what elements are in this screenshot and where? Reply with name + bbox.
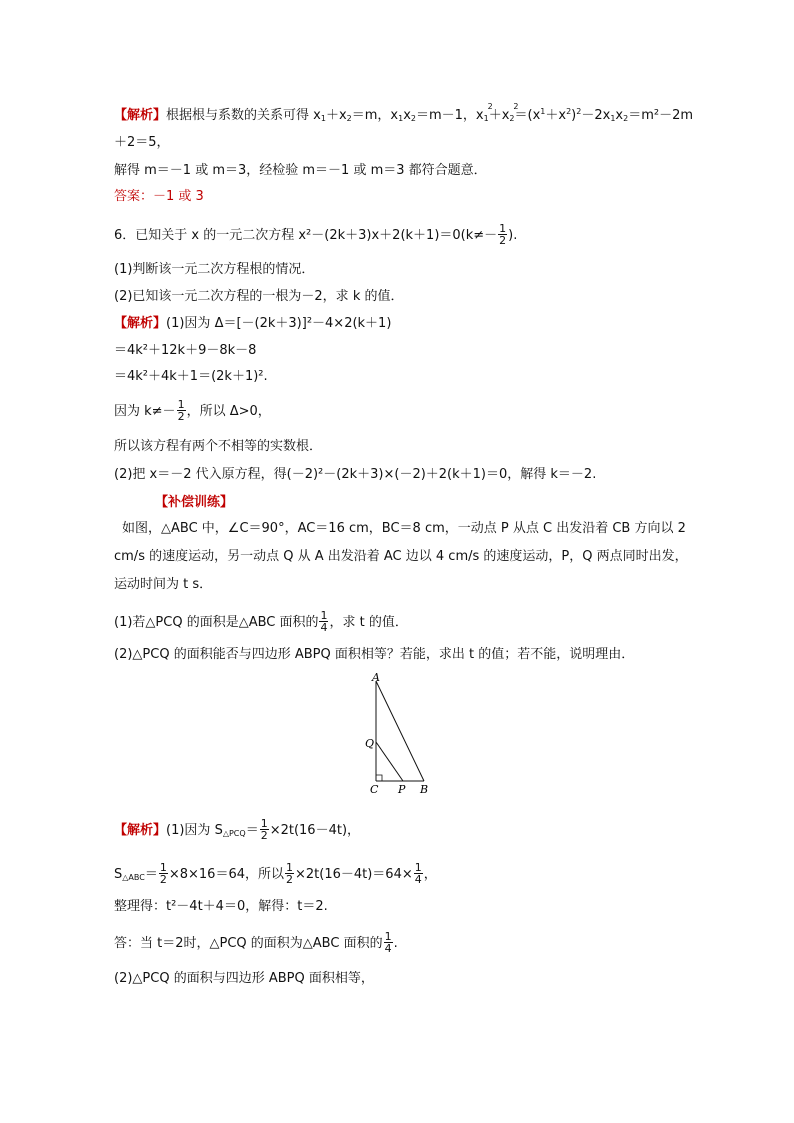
solution-line-3: 整理得：t²－4t＋4＝0，解得：t＝2. [114,899,328,914]
triangle-figure [360,672,440,796]
q6-part-1: (1)判断该一元二次方程根的情况． [114,262,315,277]
supp-question-2: (2)△PCQ 的面积能否与四边形 ABPQ 面积相等？若能，求出 t 的值；若不能，说明理由． [114,647,635,662]
label-q: Q [365,737,375,750]
q6-answer-line-4: 因为 k≠－ $\frac{1}{2}$ ，所以 Δ>0， [114,398,271,423]
fraction: $\frac{1}{4}$ [384,930,392,955]
solution-line-2: $S_{\triangle ABC}=$ $\frac{1}{2}$ ×8×16＝64，所以 $\frac{1}{2}$ ×2t(16－4t)＝64× $\frac{1}{4}$ ， [114,861,437,886]
q6-answer-line-2: ＝4k²＋12k＋9－8k－8 [114,343,257,358]
q6-answer-line-6: (2)把 x＝－2 代入原方程，得(－2)²－(2k＋3)×(－2)＋2(k＋1)＝0，解得 k＝－2. [114,467,597,482]
top-answer: 答案：－1 或 3 [114,189,204,204]
fraction: $\frac{1}{4}$ [320,609,328,634]
label-a: A [372,672,380,684]
fraction: $\frac{1}{2}$ [159,861,167,886]
solution-line-5: (2)△PCQ 的面积与四边形 ABPQ 面积相等， [114,971,374,986]
q6-answer-line-1: 【解析】(1)因为 Δ＝[－(2k＋3)]²－4×2(k＋1) [114,316,392,331]
label-c: C [370,783,379,796]
q6-answer-line-5: 所以该方程有两个不相等的实数根． [114,439,323,454]
solution-line-4: 答：当 t＝2时，△PCQ 的面积为△ABC 面积的 $\frac{1}{4}$ . [114,930,398,955]
q6-part-2: (2)已知该一元二次方程的一根为－2，求 k 的值． [114,289,404,304]
analysis-tag: 【解析】 [114,108,167,123]
label-p: P [398,783,406,796]
supp-stem-line-1: 如图，△ABC 中，∠C＝90°，AC＝16 cm，BC＝8 cm，一动点 P 从点 C 出发沿着 CB 方向以 2 [122,521,686,536]
q6-stem: 6．已知关于 x 的一元二次方程 x²－(2k＋3)x＋2(k＋1)＝0(k≠－ $\frac{1}{2}$ ). [114,222,518,247]
supp-stem-line-2: cm/s 的速度运动，另一动点 Q 从 A 出发沿着 AC 边以 4 cm/s 的速度运动，P，Q 两点同时出发， [114,549,688,564]
top-analysis-line-3: 解得 m＝－1 或 m＝3，经检验 m＝－1 或 m＝3 都符合题意． [114,163,487,178]
supp-question-1: (1)若△PCQ 的面积是△ABC 面积的 $\frac{1}{4}$ ，求 t 的值． [114,609,408,634]
fraction: $\frac{1}{4}$ [414,861,422,886]
label-b: B [420,783,429,796]
fraction: $\frac{1}{2}$ [499,222,507,247]
fraction: $\frac{1}{2}$ [260,817,268,842]
top-analysis-line-2: ＋2＝5， [114,135,170,150]
supplementary-heading: 【补偿训练】 [155,495,234,510]
fraction: $\frac{1}{2}$ [177,398,185,423]
fraction: $\frac{1}{2}$ [285,861,293,886]
top-analysis-line-1: 【解析】根据根与系数的关系可得 $x_1+x_2=m$，$x_1x_2=m-1$，$x_1$ 2 $+x_2$ 2 $=(x^1+x^2)^2-2x_1x_2=m^2-2m$ [114,102,694,123]
side-ab [376,681,424,781]
q6-answer-line-3: ＝4k²＋4k＋1＝(2k＋1)². [114,369,268,384]
supp-stem-line-3: 运动时间为 t s． [114,577,213,592]
analysis-tag: 【解析】 [114,316,167,331]
solution-line-1: 【解析】(1)因为 $S_{\triangle PCQ}=$ $\frac{1}{2}$ ×2t(16－4t)， [114,817,361,842]
right-angle-mark [376,775,382,781]
analysis-tag: 【解析】 [114,823,167,838]
